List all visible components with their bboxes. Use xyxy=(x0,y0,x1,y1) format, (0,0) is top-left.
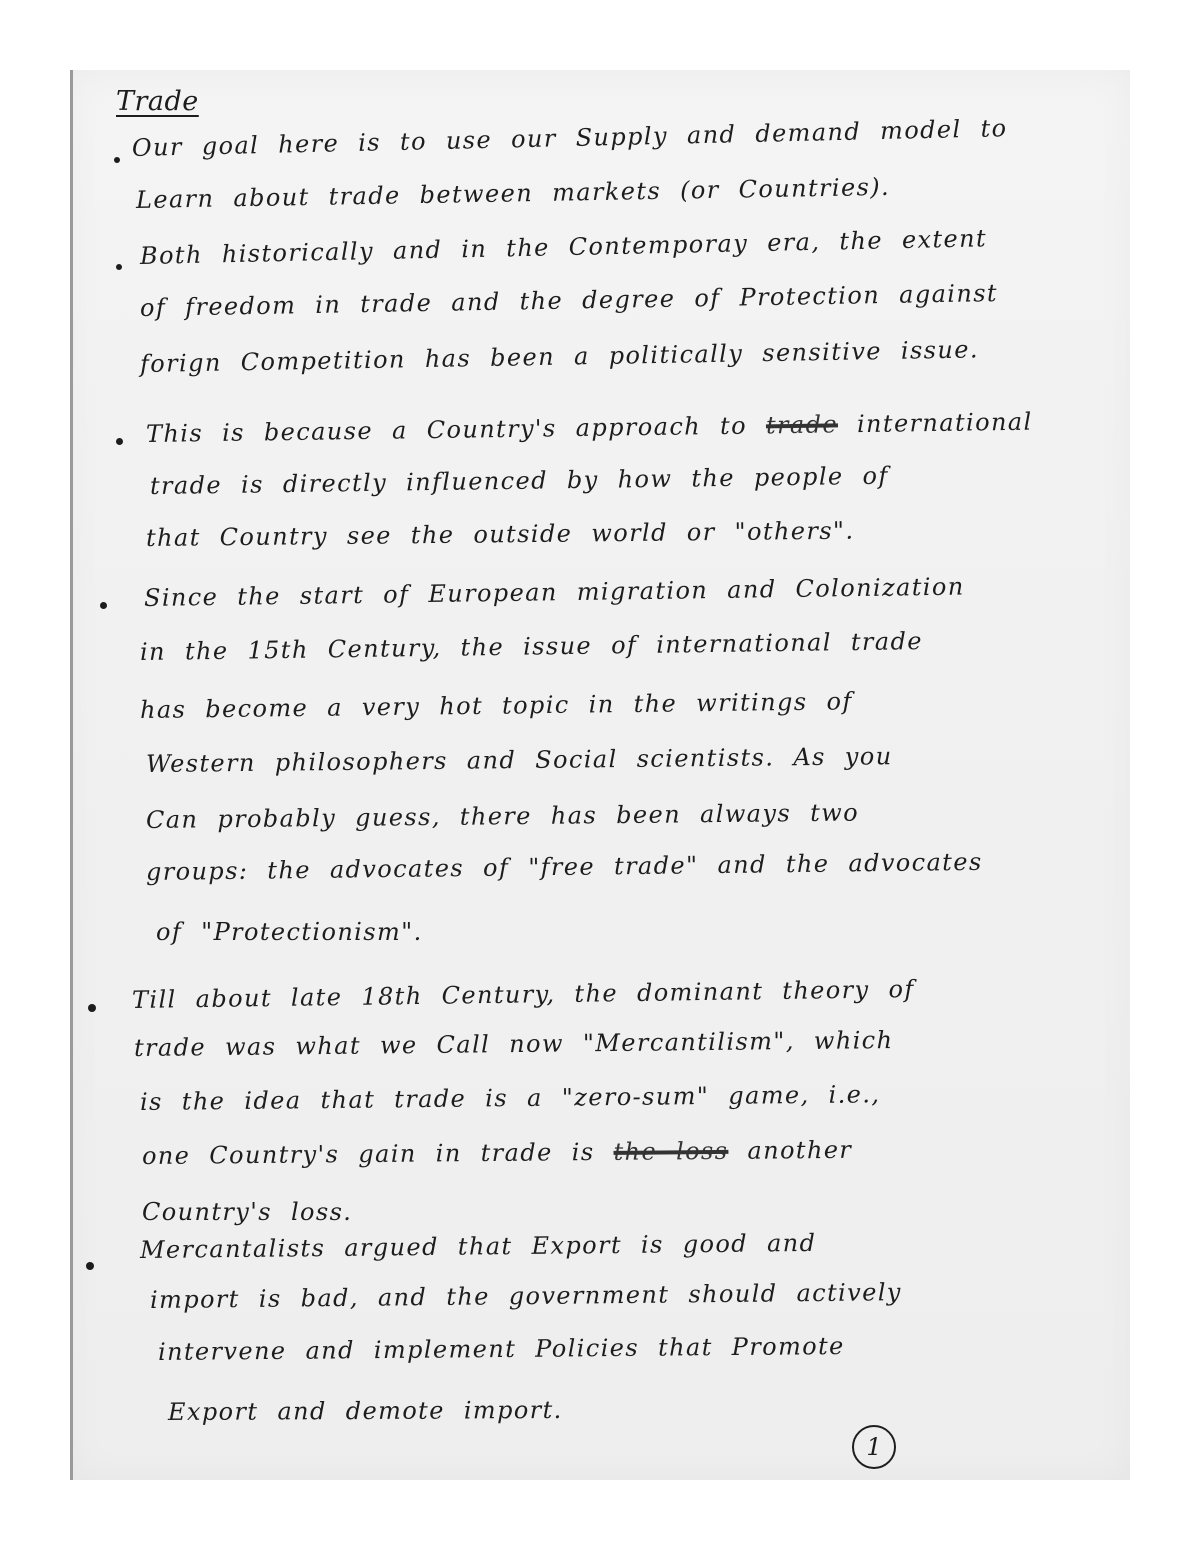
struck-word: trade xyxy=(765,410,839,440)
text-line: Both historically and in the Contemporay era, the extent xyxy=(139,224,988,270)
text-line: of freedom in trade and the degree of Protection against xyxy=(139,279,999,322)
text-line: Export and demote import. xyxy=(167,1395,563,1426)
text-line: Western philosophers and Social scientists. As you xyxy=(145,742,893,778)
text-line: forign Competition has been a politically sensitive issue. xyxy=(139,335,980,378)
text-line: Learn about trade between markets (or Countries). xyxy=(135,172,891,214)
bullet-marker xyxy=(116,264,122,270)
bullet-marker xyxy=(100,602,107,609)
text-line: has become a very hot topic in the writings of xyxy=(139,687,853,724)
text-line: import is bad, and the government should actively xyxy=(149,1278,902,1314)
struck-word: the loss xyxy=(613,1136,729,1166)
text-line: Our goal here is to use our Supply and demand model to xyxy=(131,114,1008,162)
bullet-marker xyxy=(114,157,120,163)
text-line: Mercantalists argued that Export is good and xyxy=(139,1228,817,1264)
text-segment: one Country's gain in trade is xyxy=(141,1138,595,1170)
paper-edge xyxy=(70,70,73,1480)
text-line: Since the start of European migration and Colonization xyxy=(143,572,965,612)
text-line: groups: the advocates of "free trade" and the advocates xyxy=(145,847,983,886)
text-line: that Country see the outside world or "others". xyxy=(145,516,855,552)
text-line: Country's loss. xyxy=(142,1198,353,1226)
page-title: Trade xyxy=(116,86,199,117)
bullet-marker xyxy=(116,438,123,445)
text-segment: another xyxy=(747,1135,853,1165)
text-segment: international xyxy=(856,407,1033,439)
text-segment: This is because a Country's approach to xyxy=(145,411,748,448)
text-line: in the 15th Century, the issue of international trade xyxy=(139,627,924,666)
text-line: Can probably guess, there has been always two xyxy=(145,798,860,834)
text-line: intervene and implement Policies that Promote xyxy=(157,1332,845,1366)
text-line: of "Protectionism". xyxy=(156,918,423,946)
text-line xyxy=(141,1135,853,1170)
text-line: is the idea that trade is a "zero-sum" game, i.e., xyxy=(139,1080,881,1116)
page-number: 1 xyxy=(852,1425,896,1469)
bullet-marker xyxy=(88,1004,96,1012)
bullet-marker xyxy=(86,1262,94,1270)
text-line: trade is directly influenced by how the people of xyxy=(149,461,889,500)
text-line: trade was what we Call now "Mercantilism", which xyxy=(133,1026,894,1062)
text-line: Till about late 18th Century, the dominant theory of xyxy=(131,975,915,1014)
